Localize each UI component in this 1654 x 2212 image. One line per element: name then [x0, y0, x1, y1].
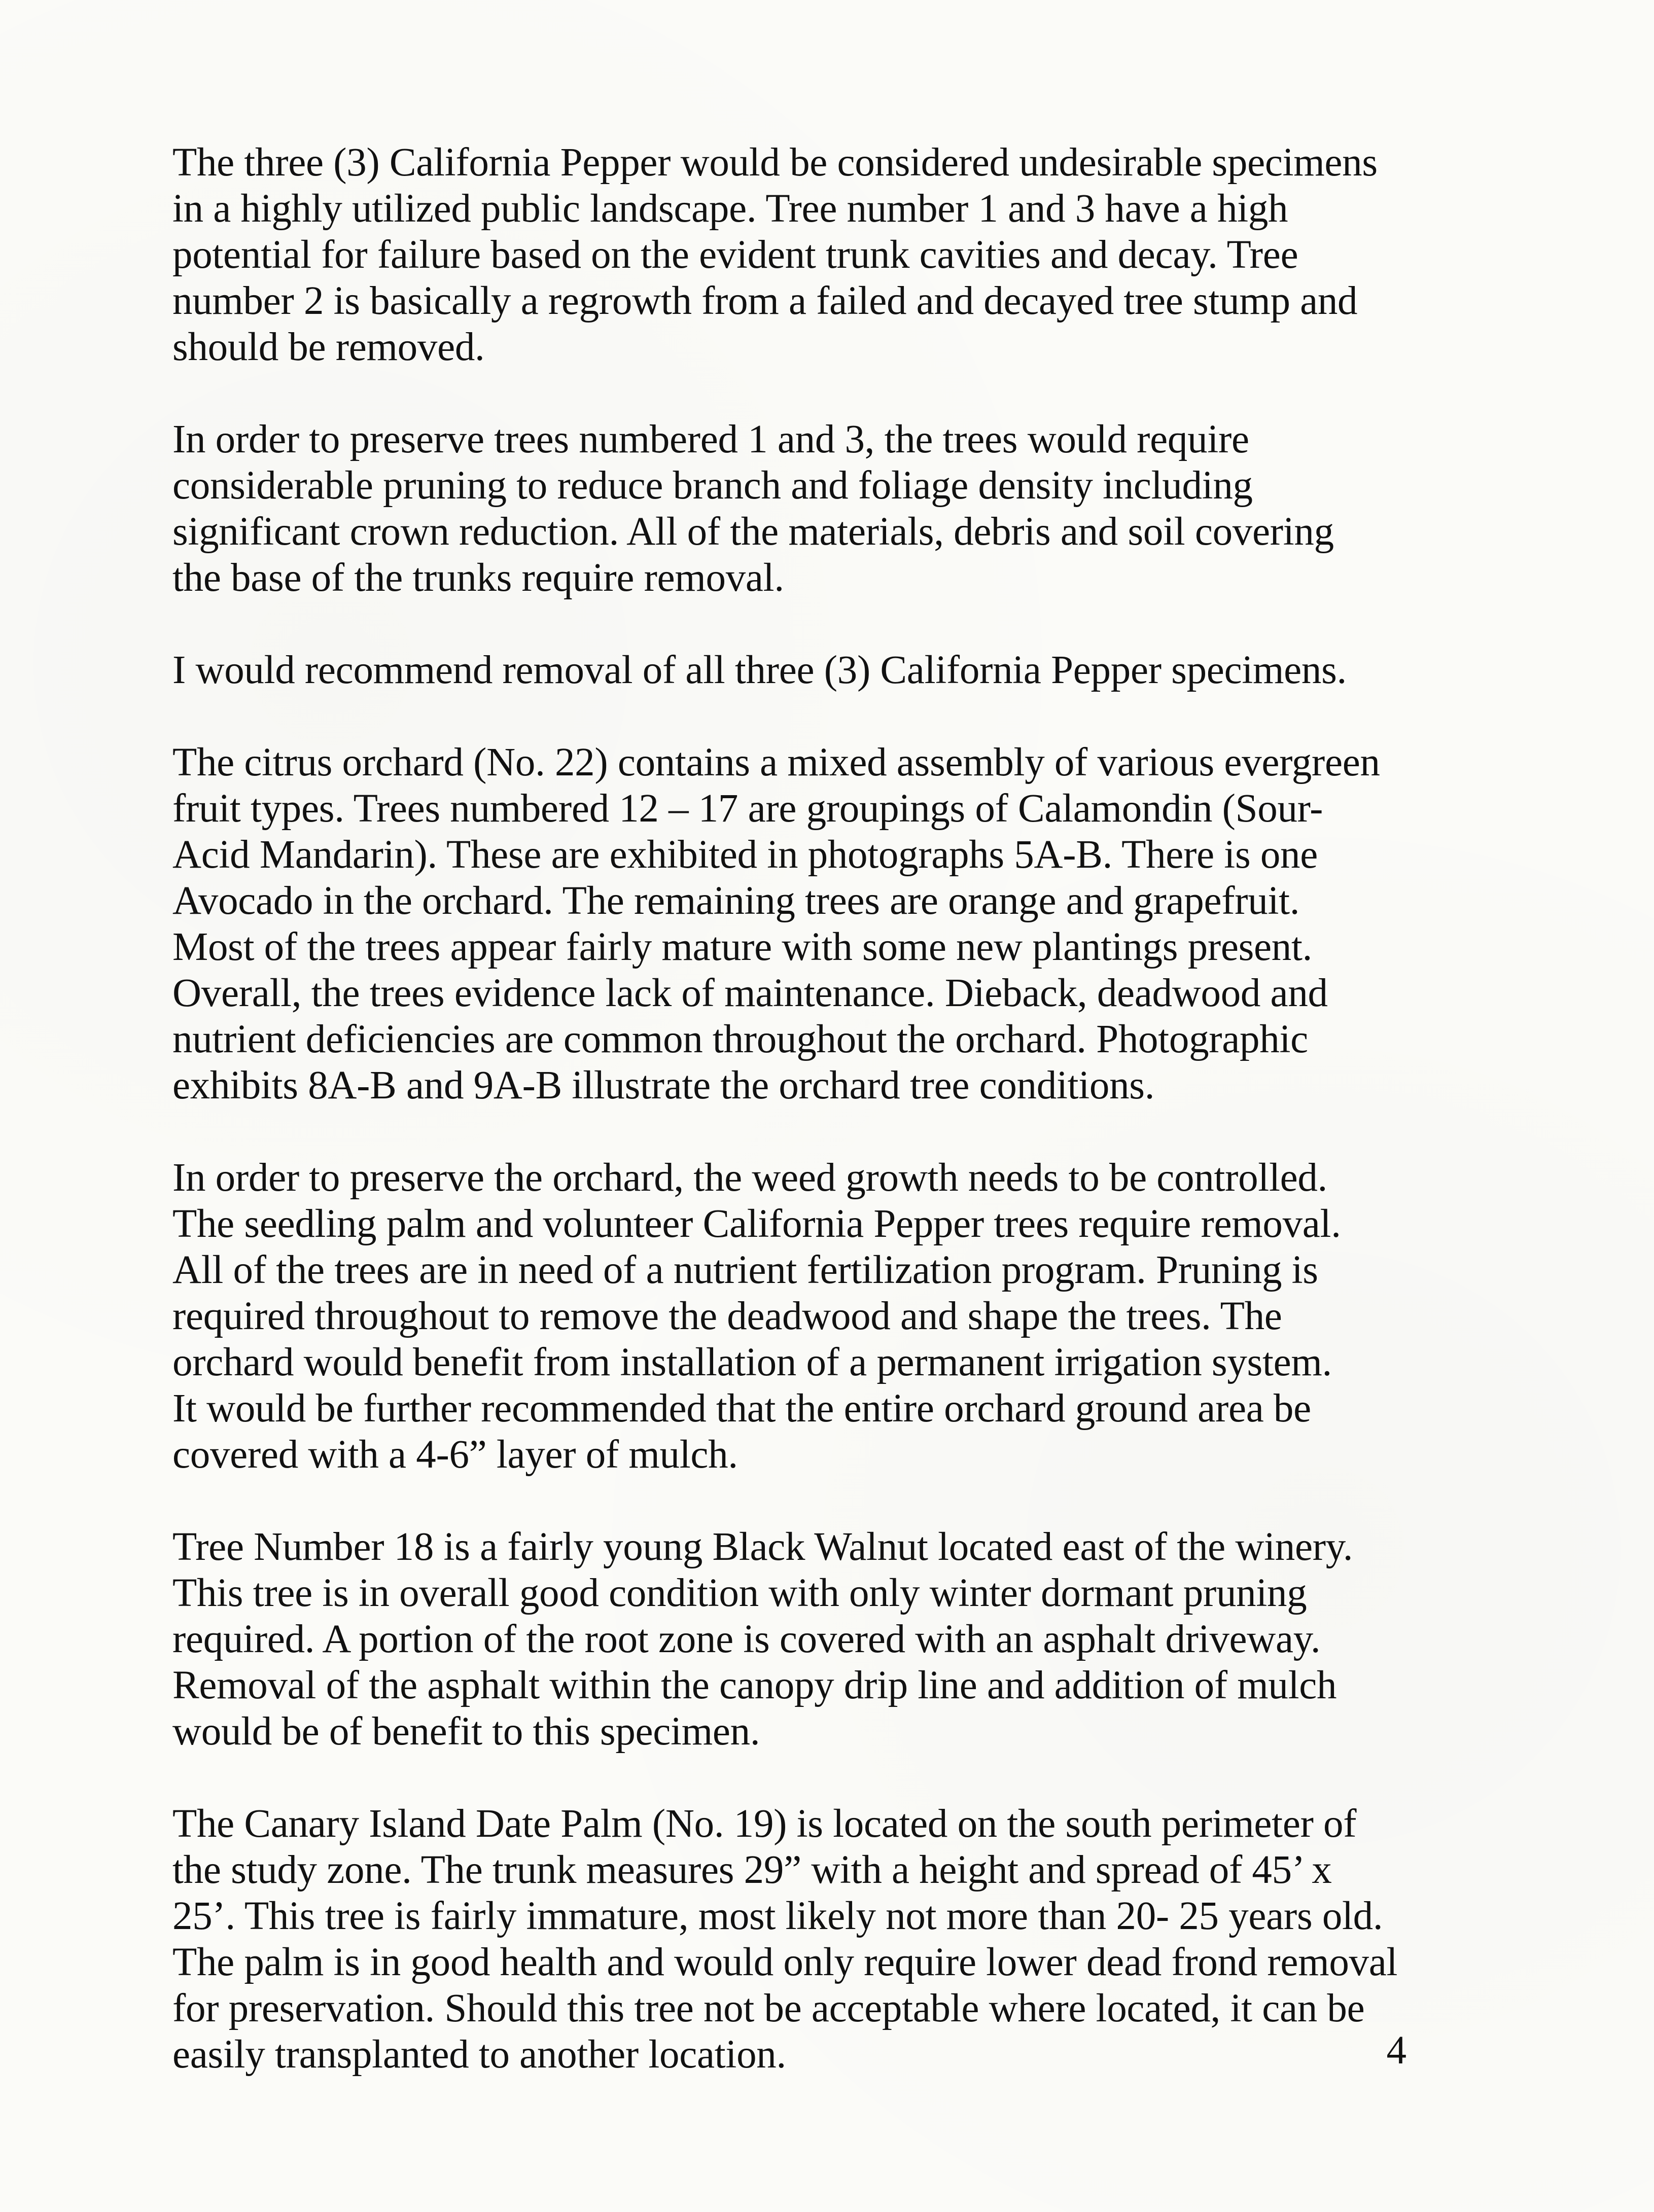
paragraph-citrus-orchard	[172, 739, 1410, 1109]
text-line: Most of the trees appear fairly mature with some new plantings present.	[172, 925, 1313, 969]
text-line: The three (3) California Pepper would be considered undesirable specimens	[172, 140, 1378, 185]
text-line: would be of benefit to this specimen.	[172, 1709, 760, 1754]
text-line: In order to preserve trees numbered 1 and 3, the trees would require	[172, 417, 1249, 461]
text-line: Acid Mandarin). These are exhibited in photographs 5A-B. There is one	[172, 833, 1318, 877]
text-line: fruit types. Trees numbered 12 – 17 are groupings of Calamondin (Sour-	[172, 787, 1323, 831]
text-line: in a highly utilized public landscape. Tree number 1 and 3 have a high	[172, 187, 1288, 231]
text-line: potential for failure based on the evident trunk cavities and decay. Tree	[172, 233, 1298, 277]
text-line: Tree Number 18 is a fairly young Black Walnut located east of the winery.	[172, 1525, 1353, 1569]
text-line: considerable pruning to reduce branch and foliage density including	[172, 463, 1253, 508]
paragraph-california-pepper-assessment	[172, 139, 1410, 370]
text-line: In order to preserve the orchard, the weed growth needs to be controlled.	[172, 1156, 1328, 1200]
text-line: required. A portion of the root zone is covered with an asphalt driveway.	[172, 1617, 1321, 1661]
text-line: orchard would benefit from installation of a permanent irrigation system.	[172, 1340, 1332, 1384]
text-line: 25’. This tree is fairly immature, most likely not more than 20- 25 years old.	[172, 1894, 1383, 1938]
text-line: All of the trees are in need of a nutrient fertilization program. Pruning is	[172, 1248, 1318, 1292]
text-line: required throughout to remove the deadwood and shape the trees. The	[172, 1294, 1282, 1338]
document-body	[172, 139, 1410, 2124]
text-line: The palm is in good health and would only require lower dead frond removal	[172, 1940, 1398, 1984]
text-line: should be removed.	[172, 325, 485, 369]
paragraph-pepper-recommendation	[172, 647, 1410, 693]
text-line: easily transplanted to another location.	[172, 2032, 786, 2077]
paragraph-orchard-preservation	[172, 1155, 1410, 1478]
page-number: 4	[1386, 2028, 1406, 2073]
text-line: the study zone. The trunk measures 29” with a height and spread of 45’ x	[172, 1848, 1332, 1892]
text-line: It would be further recommended that the entire orchard ground area be	[172, 1386, 1311, 1431]
paragraph-pepper-preservation	[172, 416, 1410, 601]
text-line: The Canary Island Date Palm (No. 19) is located on the south perimeter of	[172, 1802, 1357, 1846]
text-line: This tree is in overall good condition with only winter dormant pruning	[172, 1571, 1307, 1615]
text-line: significant crown reduction. All of the materials, debris and soil covering	[172, 510, 1334, 554]
text-line: covered with a 4-6” layer of mulch.	[172, 1433, 738, 1477]
text-line: Removal of the asphalt within the canopy drip line and addition of mulch	[172, 1663, 1337, 1707]
text-line: The citrus orchard (No. 22) contains a mixed assembly of various evergreen	[172, 740, 1380, 784]
text-line: for preservation. Should this tree not be acceptable where located, it can be	[172, 1986, 1365, 2030]
paragraph-canary-island-date-palm	[172, 1801, 1410, 2078]
text-line: Avocado in the orchard. The remaining trees are orange and grapefruit.	[172, 879, 1300, 923]
text-line: the base of the trunks require removal.	[172, 556, 784, 600]
paragraph-black-walnut	[172, 1524, 1410, 1755]
text-line: exhibits 8A-B and 9A-B illustrate the orchard tree conditions.	[172, 1063, 1155, 1108]
text-line: nutrient deficiencies are common throughout the orchard. Photographic	[172, 1017, 1308, 1061]
text-line: Overall, the trees evidence lack of maintenance. Dieback, deadwood and	[172, 971, 1328, 1015]
text-line: The seedling palm and volunteer California Pepper trees require removal.	[172, 1202, 1341, 1246]
text-line: number 2 is basically a regrowth from a failed and decayed tree stump and	[172, 279, 1358, 323]
text-line: I would recommend removal of all three (3) California Pepper specimens.	[172, 648, 1347, 692]
